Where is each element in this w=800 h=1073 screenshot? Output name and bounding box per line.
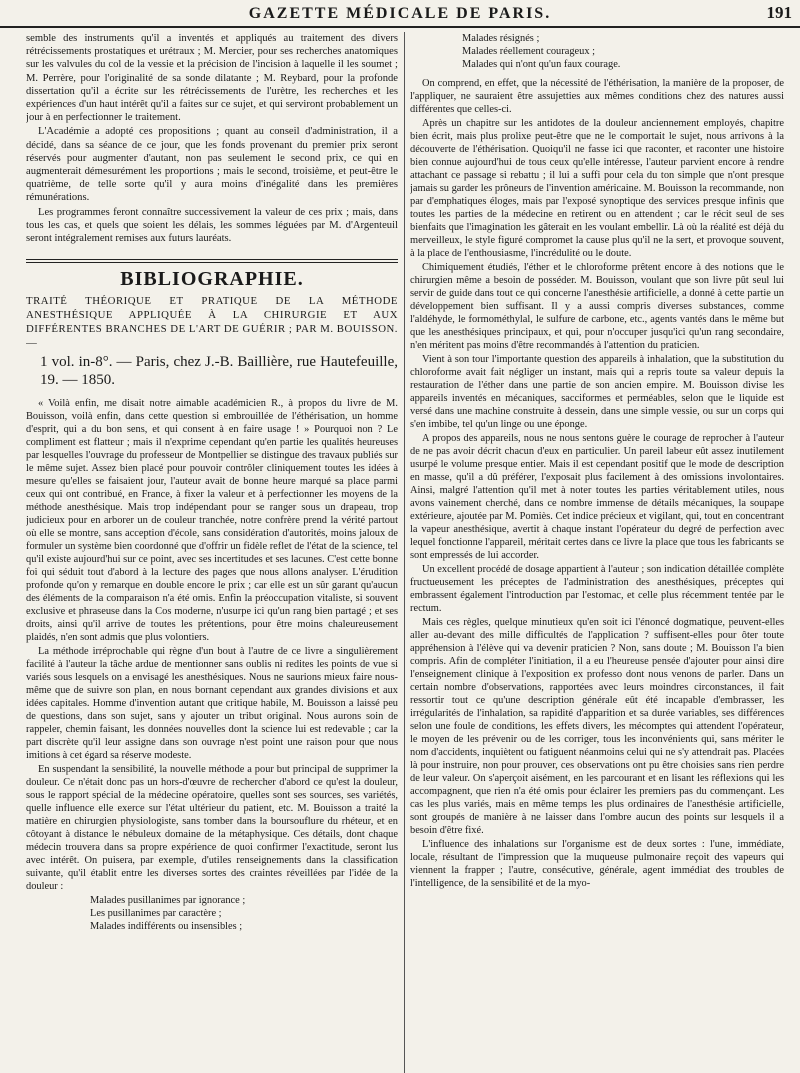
- page-header: [0, 0, 800, 28]
- right-column: [410, 32, 784, 1073]
- paragraph: On comprend, en effet, que la nécessité de l'éthérisation, la manière de la proposer, de l'appliquer, ne sauraient être assujetties aux mêmes conditions chez des natures aussi différentes que celles-ci.: [410, 78, 784, 115]
- academy-paragraph: L'Académie a adopté ces propositions ; quant au conseil d'administration, il a décidé, dans sa séance de ce jour, que les fonds provenant du premier prix seront réservés pour augmenter d'autant, non pas seulement le second prix, ce qui en augmenterait démesurément les proportions ; mais le second, troisième, et peut-être le quatrième, de telle sorte qu'il y aura moins d'inégalité dans les premières rémunérations.: [26, 126, 398, 204]
- review-paragraph-1: « Voilà enfin, me disait notre aimable académicien R., à propos du livre de M. Bouisson, voilà enfin, dans cette question si embrouillée de l'éthérisation, un homme d'esprit, qui a du bon sens, et qui consent à en faire usage ! » Pourquoi non ? Le compliment est flatteur ; mais il n'exprime cependant qu'en partie les qualités heureuses par lesquelles l'ouvrage du professeur de Montpellier se distingue des travaux publiés sur le même sujet. Assez bien placé pour pouvoir contrôler cliniquement toutes les idées à mesure qu'elles se faisaient jour, l'auteur avait de bonne heure marqué sa place parmi ceux qui ont contribué, en France, à fixer la valeur et à perfectionner les moyens de la méthode anesthésique. Mais trop indépendant pour se ranger sous un drapeau, trop judicieux pour en arborer un de couleur tranchée, notre confrère prend la vérité partout où elle se montre, sans acception d'école, sans considération d'autorités, moins jaloux de formuler un système bien coordonné que d'offrir un fidèle reflet de l'état de la science, tel qu'il existe aujourd'hui sur ce point, avec ses incertitudes et ses lacunes. C'est cette bonne foi qui séduit tout d'abord à la lecture des pages que nous allons analyser. L'érudition profonde qu'on y remarque en double encore le prix ; car elle est un sûr garant qu'aucun des éléments de la comparaison n'a été omis. Enfin la préoccupation vitaliste, si souvent exclusive et phraseuse dans la Cos moderne, n'usurpe ici qu'un rang bien partagé ; et ses droits, ainsi qu'il arrive de toutes les prétentions, pour être moins chaleureusement plaidés, n'en sont admis que plus volontiers.: [26, 398, 398, 644]
- verse-line: Les pusillanimes par caractère ;: [90, 908, 222, 920]
- verse-line: Malades indifférents ou insensibles ;: [90, 921, 243, 933]
- programmes-paragraph: Les programmes feront connaître successivement la valeur de ces prix ; mais, dans tous les cas, et quels que soient les délais, les sommes léguées par M. d'Argenteuil seront intégralement remises aux futurs lauréats.: [26, 206, 398, 245]
- section-heading: BIBLIOGRAPHIE.: [120, 268, 304, 291]
- page-number: 191: [766, 3, 792, 22]
- left-column: [26, 32, 398, 1073]
- review-paragraph-2: La méthode irréprochable qui règne d'un bout à l'autre de ce livre a singulièrement facilité à l'auteur la tâche ardue de mentionner sans oublis ni redites les points de vue si variés sous lesquels on a envisagé les anesthésiques. Nous ne saurions mieux faire nous-même que de suivre son plan, en nous bornant cependant aux grandes divisions et aux idées capitales. Homme d'invention autant que critique habile, M. Bouisson a laissé peu de questions, dans son sujet, sans y ajouter un tribut original. Nous aurons soin de rappeler, chemin faisant, les données nouvelles dont la science lui est redevable ; car la part discrète qu'il leur assigne dans son ouvrage n'est point une raison pour que nous imitions à cet égard sa réserve modeste.: [26, 646, 398, 762]
- verse-line: Malades résignés ;: [462, 33, 540, 44]
- review-paragraph-3: En suspendant la sensibilité, la nouvelle méthode a pour but principal de supprimer la douleur. Ce n'était donc pas un hors-d'œuvre de rechercher d'abord ce qu'est la douleur, sous le rapport spécial de la médecine opératoire, quelles sont ses sources, ses variétés, quelle influence elle exerce sur l'état ultérieur du patient, etc. M. Bouisson a traité la matière en chirurgien physiologiste, sans tomber dans la boursouflure du rhéteur, et en côtoyant à distance le nébuleux domaine de la métaphysique. Ces détails, dont chaque médecin trouvera dans sa propre expérience de quoi confirmer l'exactitude, seront lus avec intérêt. On puisera, par exemple, d'utiles renseignements dans la classification suivante, qu'il établit entre les diverses sortes des craintes réveillées par l'idée de la douleur :: [26, 764, 398, 893]
- paragraph: Après un chapitre sur les antidotes de la douleur anciennement employés, chapitre bien écrit, mais plus prolixe peut-être que ne le comportait le sujet, nous arrivons à la découverte de l'éthérisation. Quoiqu'il ne fasse ici que raconter, et raconter une histoire bien connue aujourd'hui de tous ceux qu'elle intéresse, l'auteur parvient encore à rendre attachant ce passage si rebattu ; il lui a suffi pour cela du ton simple que n'ont presque jamais su garder les prôneurs de l'invention américaine. M. Bouisson la recommande, non par d'emphatiques éloges, mais par l'exposé synoptique des services presque infinis que toutes les parties de la médecine en retirent ou en attendent ; car le récit seul de ses bienfaits que l'imagination les gâterait en les voulant embellir. Là où la réalité est déjà du merveilleux, le style figuré compromet la cause plus qu'il ne la sert, et provoque souvent, à la place de l'enthousiasme, l'incrédulité ou le doute.: [410, 118, 784, 259]
- verse-line: Malades pusillanimes par ignorance ;: [90, 895, 246, 907]
- work-title: TRAITÉ THÉORIQUE ET PRATIQUE DE LA MÉTHODE ANESTHÉSIQUE APPLIQUÉE À LA CHIRURGIE ET AUX DIFFÉRENTES BRANCHES DE L'ART DE GUÉRIR ; PAR M. BOUISSON. —: [26, 295, 398, 350]
- paragraph: Chimiquement étudiés, l'éther et le chloroforme prêtent encore à des notions que le chirurgien même a besoin de posséder. M. Bouisson, voulant que son livre pût seul lui servir de guide dans tout ce qui concerne l'anesthésie artificielle, a donné à cette partie un développement bien suffisant. Il y a aussi compris diverses substances, comme l'aldéhyde, le formométhylal, le sulfure de carbone, etc., agents vantés dans le même but que les anesthésiques principaux, et qui, pour n'occuper jusqu'ici qu'un rang secondaire, n'en méritent pas moins d'être recommandés à l'attention du praticien.: [410, 262, 784, 351]
- running-title: GAZETTE MÉDICALE DE PARIS.: [248, 5, 552, 22]
- paragraph: Mais ces règles, quelque minutieux qu'en soit ici l'énoncé dogmatique, peuvent-elles aller au-devant des mille difficultés de l'application ? suffisent-elles pour ôter toute appréhension à l'élève qui va devenir praticien ? Non, sans doute ; M. Bouisson l'a bien compris. Afin de compléter l'initiation, il a eu l'heureuse pensée d'ajouter pour ainsi dire l'enseignement clinique à l'exposition ex professo dont nous venons de parler. Dans un certain nombre d'observations, rapportées avec leurs moindres circonstances, il fait ressortir tout ce qu'une description générale eût été incapable d'embrasser, les irrégularités de l'inhalation, sa rapidité d'apparition et sa durée variables, ses différences selon une foule de conditions, les effets divers, les mécomptes qui attendent l'opérateur, le moyen de les prévenir ou de les corriger, tous les inconvénients qui, sans mériter le nom d'accidents, inquiètent ou fatiguent néanmoins celui qui ne s'y attendrait pas. Placées là pour instruire, non pour prouver, ces observations ont pu être choisies sans rien perdre de leur valeur. On s'aperçoit aisément, en les parcourant et en lisant les réflexions qui les accompagnent, que rien n'a été omis pour éclairer les premiers pas du commençant. Les cas les plus variés, mais en même temps les plus ordinaires de l'anesthésie artificielle, sont groupés de manière à ne laisser dans l'ombre aucun des points sur lesquels il a besoin d'être fixé.: [410, 617, 784, 836]
- intro-paragraph: semble des instruments qu'il a inventés et appliqués au traitement des divers rétrécissements prostatiques et urétraux ; M. Mercier, pour ses recherches anatomiques sur les valvules du col de la vessie et la précision de l'incision à laquelle il les soumet ; M. Perrère, pour l'originalité de sa sonde dilatante ; M. Reybard, pour la profonde dissertation qu'il a écrite sur les rétrécissements de l'urètre, les recherches et les expériences d'un haut intérêt qu'il a faites sur ce sujet, et qui serviront probablement un jour à en perfectionner le traitement.: [26, 33, 398, 124]
- verse-line: Malades qui n'ont qu'un faux courage.: [462, 59, 621, 70]
- column-rule: [404, 32, 405, 1073]
- paragraph: Un excellent procédé de dosage appartient à l'auteur ; son indication détaillée complète fructueusement les préceptes de l'administration des anesthésiques, préceptes qui embrassent également l'introduction par l'estomac, et celle plus récemment tentée par le rectum.: [410, 564, 784, 614]
- section-divider: [26, 259, 398, 263]
- paragraph: A propos des appareils, nous ne nous sentons guère le courage de reprocher à l'auteur de ne pas avoir décrit chacun d'eux en particulier. Un pareil labeur eût assez inutilement usurpé le volume presque entier. Mais il est cependant positif que le mode de description en masse, qu'il a dû préférer, l'exposait plus facilement à des omissions involontaires. Ainsi, malgré l'attention qu'il met à noter toutes les parties véritablement utiles, nous avons vainement cherché, dans ce nombre immense de détails mécaniques, la soupape extérieure, ajoutée par M. Pomiès. Cet indice précieux et vigilant, qui, tout en concentrant la vapeur anesthésique, avertit à chaque instant l'opérateur du degré de perfection avec lequel fonctionne l'appareil, méritait certes dans ce livre la place que tous les fabricants se sont empressés de lui accorder.: [410, 433, 784, 561]
- paragraph: Vient à son tour l'importante question des appareils à inhalation, que la substitution du chloroforme avait fait négliger un instant, mais qui a repris toute sa valeur depuis la restauration de l'éther dans une partie de son ancien empire. M. Bouisson divise les appareils inventés en mécaniques, sacciformes et perméables, selon que le liquide est versé dans une machine construite à dessein, dans une simple vessie, ou sur un corps qui s'en imbibe, tel qu'un linge ou une éponge.: [410, 354, 784, 430]
- work-publication: 1 vol. in-8°. — Paris, chez J.-B. Baillière, rue Hautefeuille, 19. — 1850.: [40, 354, 398, 389]
- verse-line: Malades réellement courageux ;: [462, 46, 595, 57]
- paragraph: L'influence des inhalations sur l'organisme est de deux sortes : l'une, immédiate, locale, résultant de l'impression que la muqueuse pulmonaire reçoit des vapeurs qui viennent la frapper ; l'autre, consécutive, générale, agent immédiat des troubles de l'intelligence, de la sensibilité et de la myo-: [410, 839, 784, 889]
